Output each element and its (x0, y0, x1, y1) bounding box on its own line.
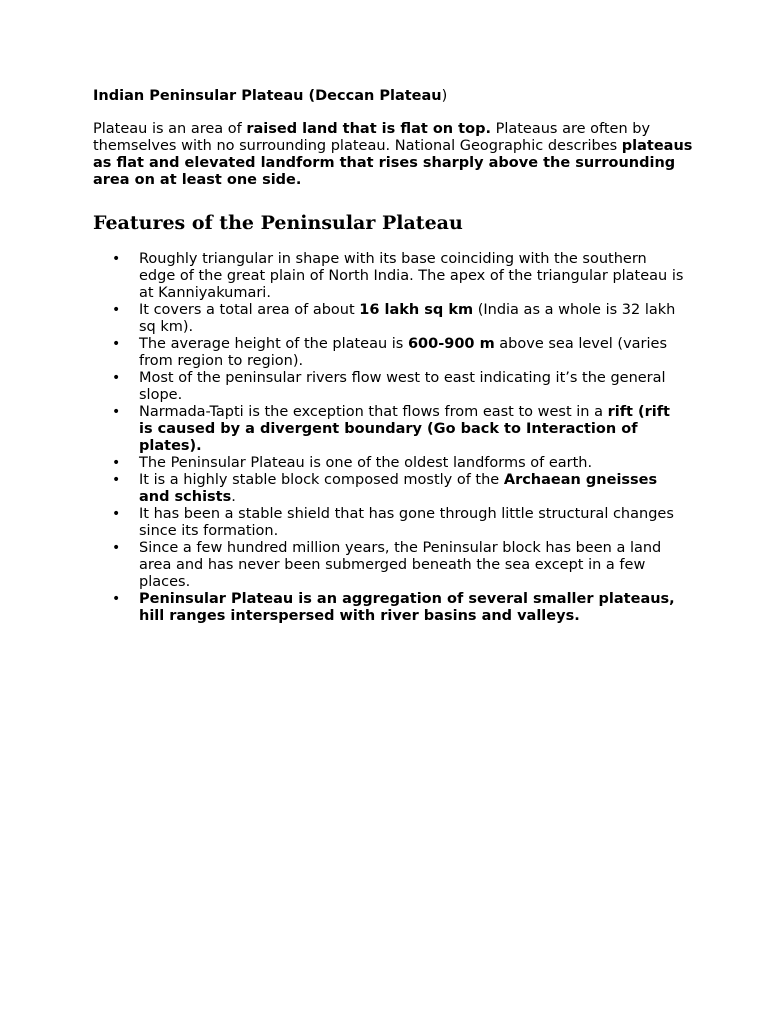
intro-segment: Plateau is an area of (93, 121, 247, 137)
feature-text: It is a highly stable block composed mostly of the (139, 472, 504, 488)
feature-text-bold: 16 lakh sq km (359, 302, 474, 318)
bullet-icon: • (112, 404, 121, 420)
feature-text: Roughly triangular in shape with its base coinciding with the southern edge of the great plain of North India. The apex of the triangular plateau is at Kanniyakumari. (139, 251, 684, 301)
bullet-icon: • (112, 472, 121, 488)
feature-text: (India as a whole is 32 lakh sq km). (139, 302, 676, 335)
feature-text: above sea level (varies from region to region). (139, 336, 668, 369)
feature-text: Narmada-Tapti is the exception that flows from east to west in a (139, 404, 608, 420)
features-list (112, 251, 687, 625)
feature-item (112, 472, 687, 506)
feature-item (112, 336, 687, 370)
feature-text: Most of the peninsular rivers flow west to east indicating it’s the general slope. (139, 370, 666, 403)
bullet-icon: • (112, 506, 121, 522)
document-title (93, 87, 693, 105)
section-heading: Features of the Peninsular Plateau (93, 212, 463, 234)
feature-text: Since a few hundred million years, the Peninsular block has been a land area and has never been submerged beneath the sea except in a few places. (139, 540, 662, 590)
feature-item (112, 302, 687, 336)
feature-item (112, 506, 687, 540)
feature-text: . (231, 489, 236, 505)
feature-item (112, 404, 687, 455)
intro-segment-bold: raised land that is flat on top. (246, 121, 491, 137)
feature-text: The Peninsular Plateau is one of the oldest landforms of earth. (139, 455, 593, 471)
feature-item (112, 251, 687, 302)
bullet-icon: • (112, 251, 121, 267)
feature-text: The average height of the plateau is (139, 336, 408, 352)
bullet-icon: • (112, 336, 121, 352)
document-title-close: ) (441, 88, 448, 104)
feature-text: It covers a total area of about (139, 302, 360, 318)
feature-text-bold: Peninsular Plateau is an aggregation of several smaller plateaus, hill ranges interspersed with river basins and valleys. (139, 591, 675, 624)
feature-text: It has been a stable shield that has gone through little structural changes since its formation. (139, 506, 674, 539)
feature-text-bold: 600-900 m (407, 336, 495, 352)
bullet-icon: • (112, 370, 121, 386)
bullet-icon: • (112, 302, 121, 318)
feature-item (112, 540, 687, 591)
feature-item (112, 591, 687, 625)
intro-segment: Plateaus are often by themselves with no surrounding plateau. National Geographic describes (93, 121, 651, 154)
feature-text-bold: rift (rift is caused by a divergent boundary (Go back to Interaction of plates). (139, 404, 670, 454)
feature-text-bold: Archaean gneisses and schists (139, 472, 658, 505)
bullet-icon: • (112, 455, 121, 471)
intro-paragraph (93, 121, 693, 189)
feature-item (112, 455, 687, 472)
feature-item (112, 370, 687, 404)
bullet-icon: • (112, 540, 121, 556)
bullet-icon: • (112, 591, 121, 607)
intro-segment-bold: plateaus as flat and elevated landform that rises sharply above the surrounding area on at least one side. (93, 138, 693, 188)
document-title-text: Indian Peninsular Plateau (Deccan Plateau (93, 88, 442, 104)
